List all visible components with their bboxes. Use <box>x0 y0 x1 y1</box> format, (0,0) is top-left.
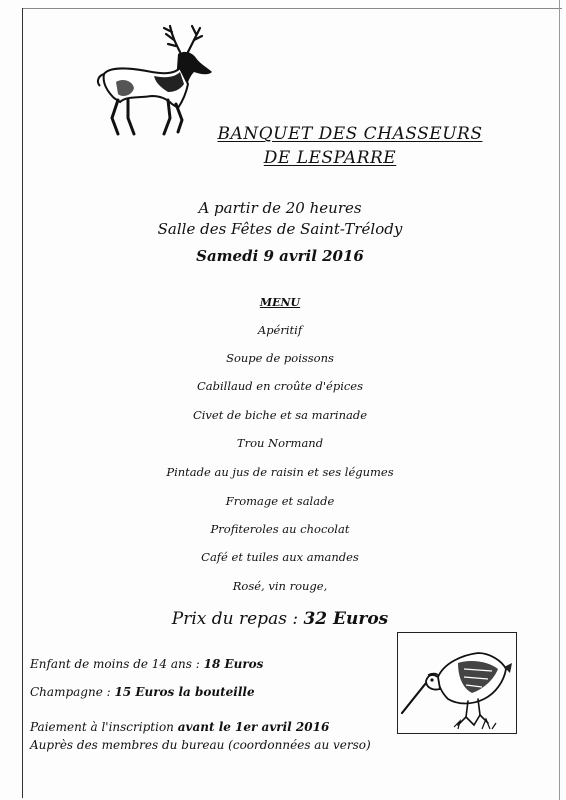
child-price-value: 18 Euros <box>203 657 264 671</box>
child-price <box>30 657 263 671</box>
woodcock-bird-icon <box>397 632 517 734</box>
champagne-value: 15 Euros la bouteille <box>114 685 255 699</box>
event-time: A partir de 20 heures <box>198 199 362 217</box>
menu-item: Cabillaud en croûte d'épices <box>196 379 364 393</box>
child-price-label: Enfant de moins de 14 ans : <box>30 657 204 671</box>
payment-info <box>30 720 329 734</box>
menu-heading: MENU <box>259 296 301 309</box>
meal-price-value: 32 Euros <box>303 609 389 629</box>
meal-price-label: Prix du repas : <box>171 609 304 629</box>
page-border-left <box>22 8 23 798</box>
payment-label: Paiement à l'inscription <box>30 720 178 734</box>
title-line-2: DE LESPARRE <box>263 148 397 168</box>
payment-deadline: avant le 1er avril 2016 <box>177 720 330 734</box>
menu-item: Fromage et salade <box>225 494 335 508</box>
event-date: Samedi 9 avril 2016 <box>196 247 364 265</box>
menu-item: Pintade au jus de raisin et ses légumes <box>166 465 394 479</box>
payment-contact: Auprès des membres du bureau (coordonnées au verso) <box>30 738 371 752</box>
menu-item: Soupe de poissons <box>226 351 334 365</box>
page-border-right <box>559 0 560 800</box>
menu-item: Trou Normand <box>236 436 324 450</box>
menu-item: Civet de biche et sa marinade <box>192 408 368 422</box>
champagne-price <box>30 685 255 699</box>
event-venue: Salle des Fêtes de Saint-Trélody <box>157 220 403 238</box>
menu-item: Profiteroles au chocolat <box>210 522 350 536</box>
champagne-label: Champagne : <box>30 685 115 699</box>
menu-item: Rosé, vin rouge, <box>232 579 328 593</box>
title-line-1: BANQUET DES CHASSEURS <box>217 124 483 144</box>
page-border-top <box>22 8 562 9</box>
menu-item: Café et tuiles aux amandes <box>201 550 359 564</box>
menu-item: Apéritif <box>257 323 303 337</box>
meal-price <box>60 609 500 629</box>
